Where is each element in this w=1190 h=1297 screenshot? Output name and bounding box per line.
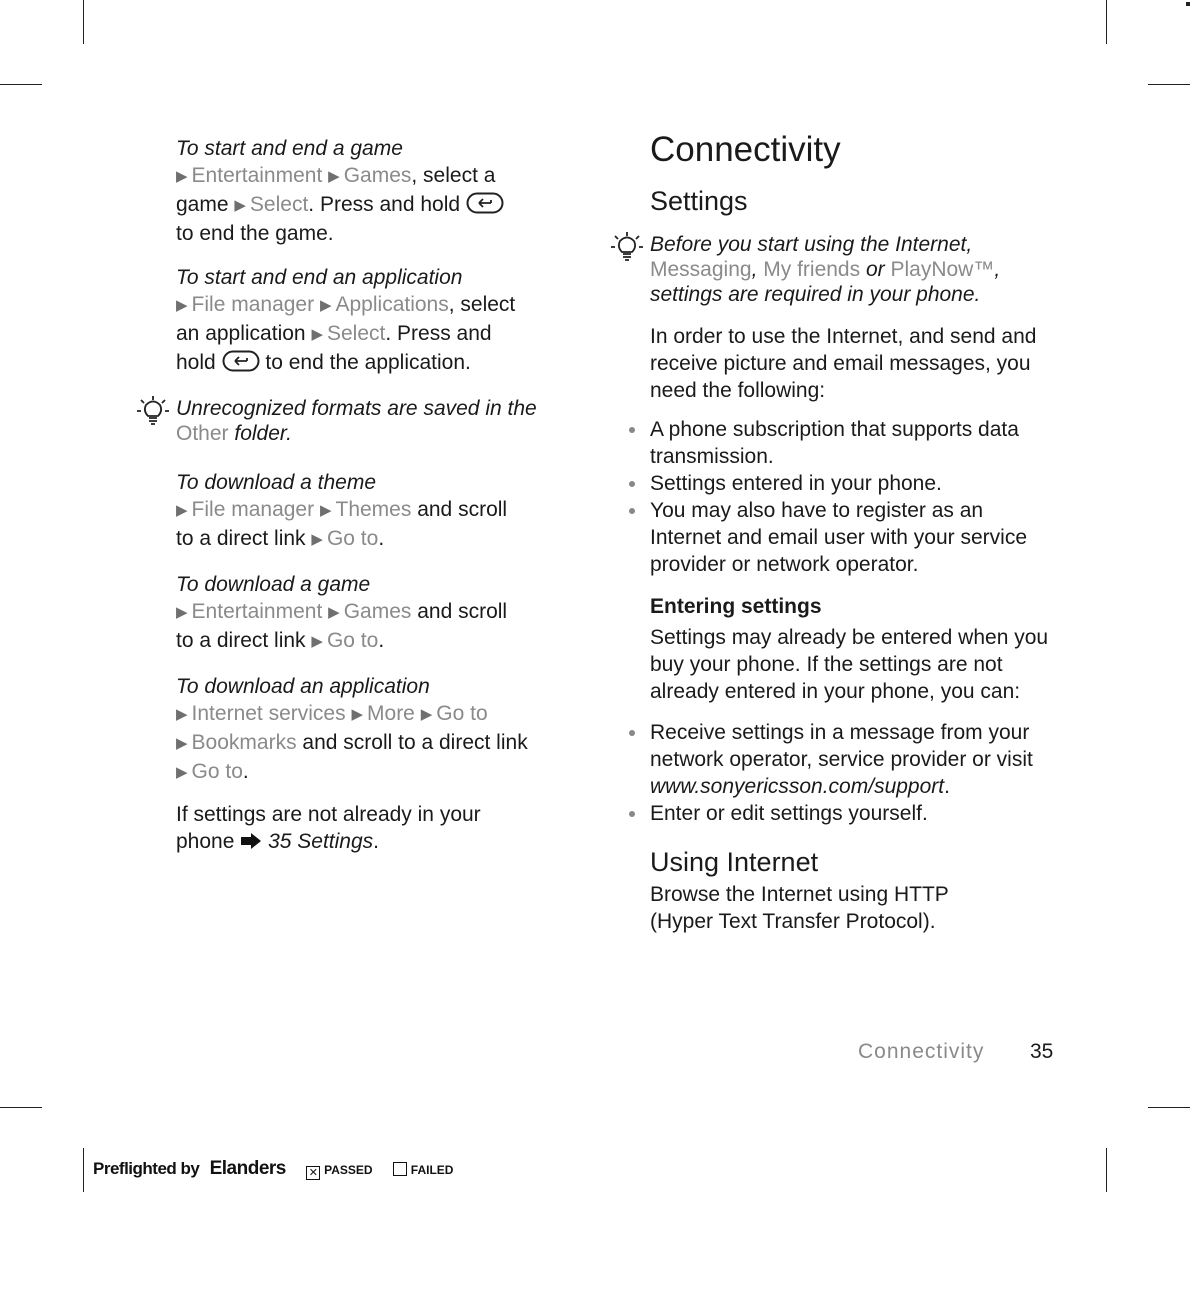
left-column	[176, 132, 586, 855]
instruction	[176, 496, 586, 554]
menu-path-item: File manager	[191, 293, 315, 316]
instruction-text: to end the application.	[265, 351, 471, 374]
failed-checkbox	[393, 1162, 407, 1176]
crop-mark	[1148, 1107, 1190, 1108]
instruction-text: .	[242, 760, 249, 783]
using-internet-paragraph: Browse the Internet using HTTP (Hyper Text Transfer Protocol).	[650, 883, 949, 933]
preflight-label: Preflighted by	[93, 1159, 200, 1178]
passed-checkbox: ✕	[306, 1166, 320, 1180]
back-key-icon	[466, 192, 504, 214]
tip-text: folder.	[234, 422, 292, 445]
menu-path-item: Select	[249, 193, 309, 216]
using-internet-heading: Using Internet	[650, 847, 819, 877]
folder-name: Other	[176, 422, 229, 445]
crop-mark	[1148, 84, 1190, 85]
support-url-link[interactable]: www.sonyericsson.com/support	[650, 775, 945, 798]
menu-path-item: Go to	[436, 702, 488, 725]
instruction-text: game	[176, 193, 229, 216]
arrow-icon: ▶	[311, 531, 323, 548]
instruction-text: hold	[176, 351, 216, 374]
instruction-text: , select	[448, 293, 516, 316]
note-text: If settings are not already in your	[176, 803, 481, 826]
arrow-icon: ▶	[176, 735, 188, 752]
instruction-text: .	[378, 527, 385, 550]
menu-path-item: Bookmarks	[191, 731, 297, 754]
tip-text: settings are required in your phone.	[650, 283, 981, 306]
crop-mark	[83, 1148, 84, 1192]
intro-paragraph: In order to use the Internet, and send and receive picture and email messages, you need the following:	[650, 325, 1037, 402]
instruction-text: and scroll	[417, 498, 508, 521]
passed-label: PASSED	[324, 1163, 373, 1177]
tip-settings-required	[650, 232, 1060, 307]
arrow-icon: ▶	[176, 706, 188, 723]
tip-text: ,	[751, 258, 758, 281]
section-title: To start and end an application	[176, 266, 463, 289]
menu-path-item: File manager	[191, 498, 315, 521]
arrow-icon: ▶	[234, 197, 246, 214]
service-name: PlayNow™	[890, 258, 995, 281]
section-title: To download a theme	[176, 471, 377, 494]
list-item	[650, 719, 1060, 800]
crop-mark	[1106, 1148, 1107, 1192]
list-item: Enter or edit settings yourself.	[650, 800, 1060, 827]
list-item-text: .	[944, 775, 950, 798]
instruction-text: to end the game.	[176, 222, 334, 245]
arrow-icon: ▶	[311, 633, 323, 650]
instruction-text: .	[378, 629, 385, 652]
section-title: To start and end a game	[176, 137, 403, 160]
service-name: Messaging	[650, 258, 752, 281]
list-item-text: Receive settings in a message from your network operator, service provider or visit	[650, 721, 1033, 771]
note-text: phone	[176, 830, 235, 853]
arrow-icon: ▶	[328, 604, 340, 621]
elanders-logo: Elanders	[209, 1158, 286, 1179]
list-item: Settings entered in your phone.	[650, 470, 1060, 497]
instruction-text: . Press and hold	[308, 193, 461, 216]
menu-path-item: Go to	[326, 629, 379, 652]
list-item: A phone subscription that supports data transmission.	[650, 416, 1060, 470]
menu-path-item: Go to	[326, 527, 379, 550]
instruction-text: . Press and	[385, 322, 492, 345]
reference-arrow-icon	[240, 832, 262, 850]
right-column	[650, 128, 1060, 935]
instruction	[176, 598, 586, 656]
arrow-icon: ▶	[176, 764, 188, 781]
requirements-list	[650, 416, 1060, 578]
lightbulb-icon	[136, 394, 170, 428]
tip-text: Before you start using the Internet,	[650, 233, 973, 256]
instruction-text: to a direct link	[176, 629, 306, 652]
section-title: To download an application	[176, 675, 430, 698]
tip-unrecognized-formats	[176, 396, 586, 446]
instruction-text: an application	[176, 322, 306, 345]
page-reference-link[interactable]: 35 Settings	[268, 830, 374, 853]
arrow-icon: ▶	[319, 502, 332, 519]
tip-text: or	[865, 258, 885, 281]
menu-path-item: More	[367, 702, 415, 725]
footer-section-name: Connectivity	[858, 1040, 985, 1063]
menu-path-item: Internet services	[191, 702, 346, 725]
instruction	[176, 162, 586, 247]
menu-path-item: Select	[327, 322, 386, 345]
service-name: My friends	[763, 258, 861, 281]
crop-mark	[83, 0, 84, 44]
list-item: You may also have to register as an Internet and email user with your service provider or network operator.	[650, 497, 1060, 578]
menu-path-item: Entertainment	[191, 164, 323, 187]
section-title: To download a game	[176, 573, 371, 596]
back-key-icon	[222, 350, 260, 372]
menu-path-item: Games	[343, 600, 412, 623]
settings-heading: Settings	[650, 186, 748, 216]
menu-path-item: Applications	[335, 293, 449, 316]
note-text: .	[373, 830, 380, 853]
menu-path-item: Themes	[335, 498, 412, 521]
menu-path-item: Games	[343, 164, 412, 187]
arrow-icon: ▶	[420, 706, 433, 723]
section-start-application	[176, 261, 586, 376]
entering-settings-paragraph: Settings may already be entered when you buy your phone. If the settings are not already entered in your phone, you can:	[650, 626, 1049, 703]
section-download-game	[176, 568, 586, 656]
arrow-icon: ▶	[176, 168, 188, 185]
menu-path-item: Go to	[191, 760, 243, 783]
tip-text: ,	[994, 258, 1001, 281]
settings-note	[176, 801, 586, 855]
menu-path-item: Entertainment	[191, 600, 323, 623]
crop-mark	[1106, 0, 1107, 44]
instruction	[176, 700, 586, 787]
arrow-icon: ▶	[176, 604, 188, 621]
chapter-title: Connectivity	[650, 130, 841, 169]
section-download-application	[176, 670, 586, 787]
options-list	[650, 719, 1060, 827]
page-number: 35	[1030, 1040, 1054, 1063]
failed-label: FAILED	[410, 1163, 454, 1177]
instruction-text: and scroll to a direct link	[302, 731, 528, 754]
section-start-game	[176, 132, 586, 247]
entering-settings-heading: Entering settings	[650, 595, 822, 618]
arrow-icon: ▶	[311, 326, 323, 343]
arrow-icon: ▶	[328, 168, 340, 185]
preflight-stamp	[93, 1158, 453, 1180]
instruction	[176, 291, 586, 376]
instruction-text: and scroll	[417, 600, 508, 623]
crop-mark	[0, 1107, 42, 1108]
instruction-text: , select a	[411, 164, 496, 187]
tip-text: Unrecognized formats are saved in the	[176, 397, 537, 420]
instruction-text: to a direct link	[176, 527, 306, 550]
arrow-icon: ▶	[319, 297, 332, 314]
arrow-icon: ▶	[176, 502, 188, 519]
section-download-theme	[176, 466, 586, 554]
lightbulb-icon	[610, 230, 644, 264]
arrow-icon: ▶	[351, 706, 364, 723]
crop-mark	[0, 84, 42, 85]
arrow-icon: ▶	[176, 297, 188, 314]
crop-dot	[1186, 2, 1190, 6]
